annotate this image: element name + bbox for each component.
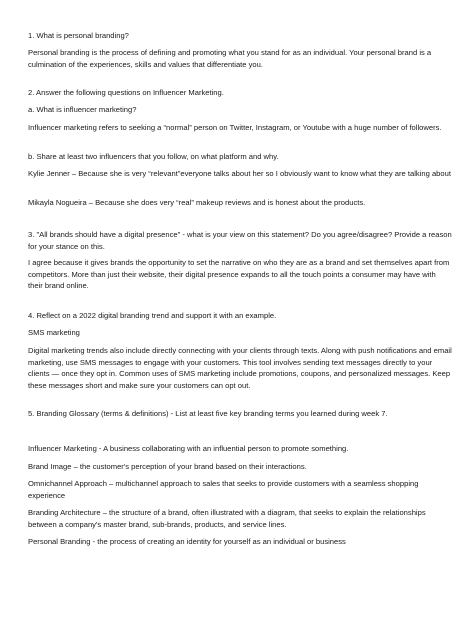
glossary-item-omnichannel-approach: Omnichannel Approach – multichannel approach to sales that seeks to provide customers with a seamless shopping experience [28, 479, 419, 500]
question-2a-answer: Influencer marketing refers to seeking a “normal” person on Twitter, Instagram, or Youtube with a huge number of followers. [28, 123, 442, 132]
question-2b-answer-1: Kylie Jenner – Because she is very “relevant”everyone talks about her so I obviously want to know what they are talking about [28, 169, 451, 178]
question-2b-heading: b. Share at least two influencers that you follow, on what platform and why. [28, 152, 279, 161]
glossary-item-brand-image: Brand Image – the customer's perception of your brand based on their interactions. [28, 462, 307, 471]
question-4-heading: 4. Reflect on a 2022 digital branding trend and support it with an example. [28, 311, 277, 320]
question-2-heading: 2. Answer the following questions on Influencer Marketing. [28, 88, 224, 97]
question-4-subheading: SMS marketing [28, 328, 80, 337]
question-2a-heading: a. What is influencer marketing? [28, 105, 137, 114]
question-2b-answer-2: Mikayla Nogueira – Because she does very “real” makeup reviews and is honest about the products. [28, 198, 366, 207]
glossary-item-influencer-marketing: Influencer Marketing - A business collaborating with an influential person to promote something. [28, 444, 349, 453]
glossary-item-branding-architecture: Branding Architecture – the structure of a brand, often illustrated with a diagram, that seeks to explain the relationships between a company's master brand, sub-brands, products, and service lines. [28, 508, 426, 529]
question-4-answer: Digital marketing trends also include directly connecting with your clients through texts. Along with push notifications and email marketing, use SMS messages to engage with your customers. This tool involves sending text messages directly to your clients — once they opt in. Common uses of SMS marketing include promotions, coupons, and personalized messages. Keep these messages short and make sure your customers can opt out. [28, 346, 452, 390]
question-1-heading: 1. What is personal branding? [28, 31, 129, 40]
question-5-heading: 5. Branding Glossary (terms & definitions) - List at least five key branding terms you learned during week 7. [28, 409, 388, 418]
question-1-answer: Personal branding is the process of defining and promoting what you stand for as an individual. Your personal brand is a culmination of the experiences, skills and values that differentiate you. [28, 48, 432, 69]
glossary-item-personal-branding: Personal Branding - the process of creating an identity for yourself as an individual or business [28, 537, 346, 546]
question-3-answer: I agree because it gives brands the opportunity to set the narrative on who they are as a brand and set themselves apart from competitors. More than just their website, their digital presence expands to all the touch points a consumer may have with their brand online. [28, 258, 450, 290]
question-3-heading: 3. "All brands should have a digital presence" - what is your view on this statement? Do you agree/disagree? Provide a reason for your stance on this. [28, 230, 452, 251]
